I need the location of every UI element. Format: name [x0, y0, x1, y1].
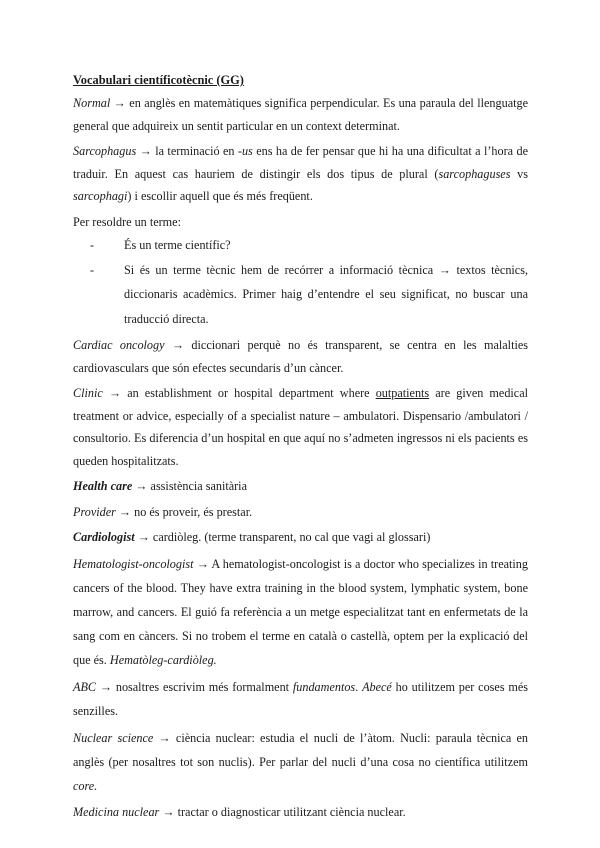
- entry-cardiac-oncology: [73, 334, 528, 379]
- term-abece: Abecé: [362, 679, 392, 694]
- term-medicina-nuclear: Medicina nuclear: [73, 804, 160, 819]
- definition-sarcophagus-2: ens ha de fer pensar que hi ha una dificultat a l’hora de traduir. En aquest cas hauriem de distingir els dos tipus de plural (: [73, 144, 528, 181]
- term-cardiologist: Cardiologist: [73, 530, 135, 544]
- definition-provider: → no és proveir, és prestar.: [115, 504, 253, 519]
- term-clinic: Clinic: [73, 386, 103, 400]
- term-cardiac-oncology: Cardiac oncology: [73, 338, 165, 352]
- definition-sarcophagus-1: → la terminació en: [136, 144, 238, 158]
- term-hematoleg-cardioleg: Hematòleg-cardiòleg.: [109, 652, 217, 667]
- entry-cardiologist: [73, 526, 528, 549]
- definition-abc-2: .: [355, 679, 363, 694]
- suffix-us: -us: [237, 144, 253, 158]
- definition-nuclear-science: → ciència nuclear: estudia el nucli de l’àtom. Nucli: paraula tècnica en anglès (per nosaltres tot son nuclis). Per parlar del nucli d’una cosa no científica utilitzem: [73, 730, 528, 769]
- entry-medicina-nuclear: [73, 801, 528, 824]
- plural-sarcophaguses: sarcophaguses: [438, 166, 511, 181]
- term-core: core.: [73, 778, 98, 793]
- definition-medicina-nuclear: → tractar o diagnosticar utilitzant ciència nuclear.: [159, 804, 406, 819]
- entry-provider: [73, 501, 528, 524]
- entry-hematologist-oncologist: [73, 552, 528, 672]
- resoldre-list: [73, 233, 528, 331]
- entry-health-care: [73, 475, 528, 498]
- entry-normal: [73, 92, 528, 137]
- term-abc: ABC: [73, 679, 97, 694]
- term-hematologist-oncologist: Hematologist-oncologist: [73, 556, 194, 571]
- definition-cardiologist: → cardiòleg. (terme transparent, no cal que vagi al glossari): [134, 530, 431, 544]
- term-provider: Provider: [73, 504, 116, 519]
- document-title: Vocabulari científicotècnic (GG): [73, 73, 244, 87]
- plural-sarcophagi: sarcophagi: [73, 189, 128, 203]
- entry-abc: [73, 675, 528, 723]
- definition-clinic-1: → an establishment or hospital department where: [102, 386, 376, 400]
- definition-health-care: → assistència sanitària: [132, 479, 247, 493]
- entry-nuclear-science: [73, 726, 528, 798]
- term-sarcophagus: Sarcophagus: [73, 144, 137, 158]
- term-nuclear-science: Nuclear science: [73, 730, 154, 745]
- definition-hematologist: → A hematologist-oncologist is a doctor who specializes in treating cancers of the blood. They have extra training in the blood system, lymphatic system, bone marrow, and cancers. El guió fa referència a un metge especialitzat tant en enfermetats de la sang com en càncers. Si no trobem el terme en català o castellà, optem per la explicació del que és.: [73, 556, 528, 667]
- term-fundamentos: fundamentos: [292, 679, 356, 694]
- definition-sarcophagus-3: ) i escollir aquell que és més freqüent.: [127, 189, 313, 203]
- definition-clinic-2: are given medical treatment or advice, especially of a specialist nature – ambulatori. Dispensario /ambulatori / consultorio. Es diferencia d’un hospital en que aquí no s’admeten ingressos ni els pacients es queden hospitalitzats.: [73, 386, 529, 468]
- definition-normal: → en anglès en matemàtiques significa perpendicular. Es una paraula del llenguatge general que adquireix un sentit particular en un context determinat.: [73, 96, 528, 133]
- list-item: - Si és un terme tècnic hem de recórrer a informació tècnica → textos tècnics, diccionaris acadèmics. Primer haig d’entendre el seu significat, no buscar una traducció directa.: [90, 258, 528, 332]
- resoldre-intro: Per resoldre un terme:: [73, 214, 181, 229]
- term-health-care: Health care: [73, 479, 133, 493]
- entry-clinic: [73, 382, 528, 472]
- vs-text: vs: [510, 166, 528, 181]
- definition-abc-3: ho utilitzem per coses més senzilles.: [73, 679, 529, 718]
- outpatients-link: outpatients: [375, 386, 430, 400]
- list-item: - És un terme científic?: [90, 233, 528, 258]
- entry-sarcophagus: [73, 140, 528, 208]
- definition-abc-1: → nosaltres escrivim més formalment: [96, 679, 293, 694]
- definition-cardiac-oncology: → diccionari perquè no és transparent, se centra en les malalties cardiovasculars que són efectes secundaris d’un càncer.: [73, 338, 528, 375]
- term-normal: Normal: [73, 96, 111, 110]
